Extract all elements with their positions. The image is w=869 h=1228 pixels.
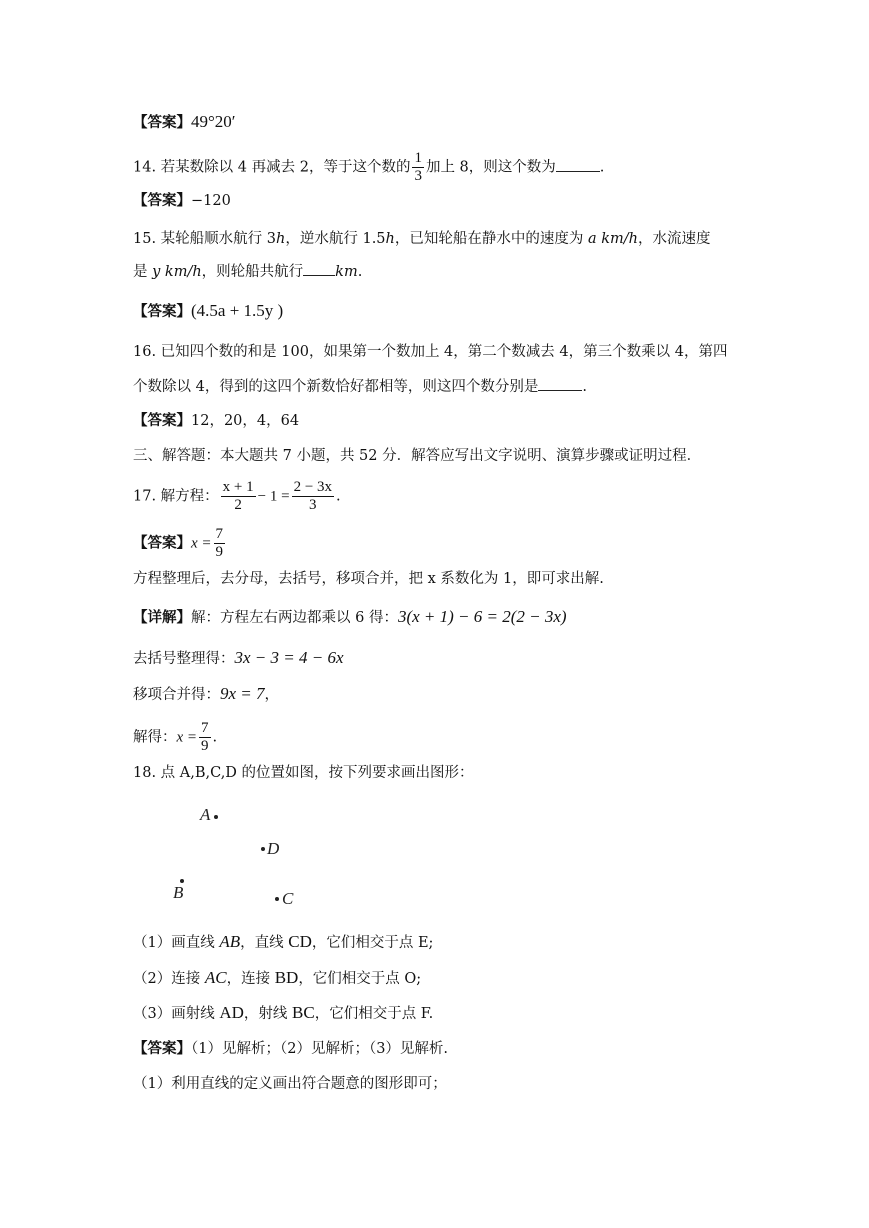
denominator: 3	[414, 168, 422, 184]
question-text: 17. 解方程：	[133, 488, 219, 505]
period: .	[336, 488, 341, 505]
points-figure	[160, 795, 320, 915]
answer-line-16	[133, 411, 299, 431]
question-17	[133, 479, 341, 514]
answer-blank	[556, 159, 600, 172]
period: .	[582, 379, 587, 395]
equation: 3x − 3 = 4 − 6x	[234, 648, 344, 667]
question-18-part-2	[133, 968, 421, 989]
numerator: x + 1	[222, 479, 254, 495]
answer-label: 【答案】	[133, 303, 191, 320]
part-text: ，直线	[240, 935, 289, 951]
equation-lhs: x =	[191, 535, 212, 552]
question-text: 个数除以 4，得到的这四个新数恰好都相等，则这四个数分别是	[133, 379, 539, 395]
denominator: 3	[309, 497, 317, 513]
part-text: ，它们相交于点 O;	[298, 971, 422, 987]
step-text: 解得：	[133, 729, 177, 746]
unit-km: km	[335, 264, 358, 280]
unit-hour: h	[385, 231, 395, 247]
question-14	[133, 150, 604, 185]
current-variable: y km/h	[152, 264, 202, 280]
solution-method	[133, 569, 604, 589]
solution-step-1	[133, 648, 344, 669]
numerator: 1	[414, 150, 422, 166]
method-text: 方程整理后，去分母，去括号，移项合并，把 x 系数化为 1，即可求出解.	[133, 571, 604, 587]
answer-value: （1）见解析；（2）见解析；（3）见解析.	[191, 1041, 449, 1057]
period: .	[357, 264, 363, 280]
point-d-dot	[261, 847, 265, 851]
part-text: （3）画射线	[133, 1006, 220, 1022]
answer-label: 【答案】	[133, 114, 191, 131]
label-point-a: A	[200, 805, 211, 824]
fraction-one-third	[412, 150, 424, 185]
detail-label: 【详解】	[133, 609, 191, 626]
question-text: 16. 已知四个数的和是 100，如果第一个数加上 4，第二个数减去 4，第三个数乘以 4，第四	[133, 344, 728, 360]
question-18-part-3	[133, 1003, 433, 1024]
step-text: 去括号整理得：	[133, 651, 235, 667]
period: .	[212, 729, 218, 746]
answer-blank	[303, 263, 335, 276]
part-text: ，它们相交于点 E;	[311, 935, 434, 951]
answer-label: 【答案】	[133, 192, 191, 209]
numerator: 7	[215, 526, 224, 542]
question-text: ，则轮船共航行	[201, 264, 304, 280]
line-ab: AB	[219, 932, 241, 951]
answer-value: 49°20′	[191, 112, 236, 131]
question-text: 15. 某轮船顺水航行 3	[133, 231, 277, 247]
punctuation: ，	[264, 687, 280, 703]
fraction-seven-ninths	[214, 526, 226, 561]
solution-detail	[133, 607, 567, 628]
section-heading-3	[133, 446, 701, 466]
denominator: 9	[201, 738, 209, 754]
solution-note-18	[133, 1074, 447, 1094]
answer-line-17	[133, 526, 227, 561]
point-c-dot	[275, 897, 279, 901]
solution-step-3	[133, 720, 217, 755]
question-15-line-2	[133, 262, 362, 282]
answer-value: (4.5a + 1.5y )	[191, 301, 284, 320]
unit-hour: h	[276, 231, 286, 247]
numerator: 7	[201, 720, 209, 736]
denominator: 2	[234, 497, 242, 513]
label-point-c: C	[282, 889, 294, 908]
fraction-rhs	[292, 479, 334, 514]
ray-bc: BC	[292, 1003, 315, 1022]
speed-variable: a km/h	[587, 231, 638, 247]
question-text: 18. 点 A,B,C,D 的位置如图，按下列要求画出图形：	[133, 765, 474, 781]
question-16-line-2	[133, 377, 587, 397]
question-text: ，水流速度	[638, 231, 711, 247]
label-point-d: D	[267, 839, 280, 858]
fraction-seven-ninths	[199, 720, 211, 755]
section-text: 三、解答题：本大题共 7 小题，共 52 分．解答应写出文字说明、演算步骤或证明过程．	[133, 448, 702, 464]
label-point-b: B	[173, 883, 184, 902]
part-text: ，连接	[226, 971, 275, 987]
period: .	[599, 159, 605, 176]
fraction-lhs	[221, 479, 256, 514]
part-text: ，它们相交于点 F.	[314, 1006, 434, 1022]
equation: 3(x + 1) − 6 = 2(2 − 3x)	[397, 607, 567, 626]
segment-bd: BD	[274, 968, 299, 987]
question-18	[133, 763, 474, 783]
numerator: 2 − 3x	[293, 479, 333, 495]
answer-line-18	[133, 1039, 448, 1059]
answer-label: 【答案】	[133, 534, 191, 552]
detail-text: 解：方程左右两边都乘以 6 得：	[191, 610, 398, 626]
answer-label: 【答案】	[133, 1040, 191, 1057]
question-text: 14. 若某数除以 4 再减去 2，等于这个数的	[133, 159, 411, 176]
question-15-line-1	[133, 229, 711, 249]
question-16-line-1	[133, 342, 727, 362]
answer-value: 12，20，4，64	[191, 413, 300, 429]
segment-ac: AC	[204, 968, 227, 987]
answer-line-14	[133, 191, 231, 211]
question-text: 加上 8，则这个数为	[425, 159, 556, 176]
equation-text: − 1 =	[257, 488, 290, 505]
answer-line-15	[133, 301, 283, 322]
question-18-part-1	[133, 932, 433, 953]
point-a-dot	[214, 815, 218, 819]
line-cd: CD	[288, 932, 312, 951]
step-text: 移项合并得：	[133, 687, 220, 703]
question-text: ，逆水航行 1.5	[285, 231, 386, 247]
equation: 9x = 7	[220, 684, 265, 703]
note-text: （1）利用直线的定义画出符合题意的图形即可；	[133, 1076, 447, 1092]
ray-ad: AD	[219, 1003, 244, 1022]
answer-blank	[538, 378, 582, 391]
answer-value: −120	[191, 193, 231, 209]
part-text: ，射线	[243, 1006, 293, 1022]
answer-label: 【答案】	[133, 412, 191, 429]
question-text: ，已知轮船在静水中的速度为	[394, 231, 588, 247]
equation-lhs: x =	[176, 729, 198, 746]
answer-line-13	[133, 112, 236, 133]
question-text: 是	[133, 264, 153, 280]
denominator: 9	[215, 544, 224, 560]
part-text: （1）画直线	[133, 935, 220, 951]
solution-step-2	[133, 684, 279, 705]
part-text: （2）连接	[133, 971, 205, 987]
